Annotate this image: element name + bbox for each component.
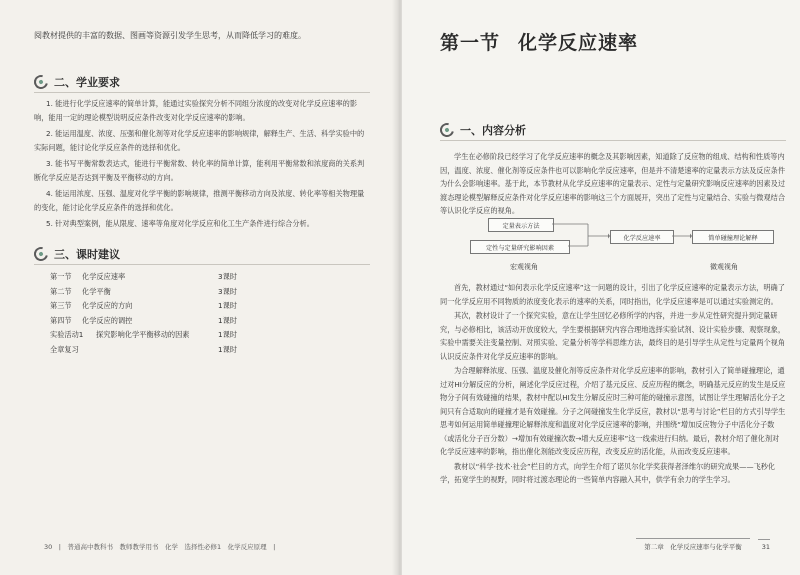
diagram-box-collision-theory: 简单碰撞理论解释 bbox=[692, 230, 774, 244]
right-page-footer bbox=[636, 538, 770, 551]
diagram-label-micro: 微观视角 bbox=[710, 263, 738, 271]
requirement-item: 1. 能进行化学反应速率的简单计算，能通过实验探究分析不同组分浓度的改变对化学反应速率的影响，能用一定的理论模型说明反应条件改变对化学反应速率的影响。 bbox=[34, 99, 358, 122]
schedule-hours: 1课时 bbox=[218, 344, 237, 354]
footer-chapter: 第二章 化学反应速率与化学平衡 bbox=[636, 538, 750, 551]
paragraph: 为合理解释浓度、压强、温度及催化剂等反应条件对化学反应速率的影响，教材引入了简单碰撞理论，通过对HI分解反应的分析，阐述化学反应过程，介绍了基元反应、反应历程的概念，明确基元反应的发生是反应物分子间有效碰撞的结果，教材中配以HI发生分解反应时三种可能的碰撞示意图，试图让学生理解活化分子之间只有合适取向的碰撞才是有效碰撞。分子之间碰撞发生化学反应，教材以“思考与讨论”栏目的方式引导学生思考如何运用简单碰撞理论解释浓度和温度对化学反应速率的影响，并围绕“增加反应物分子中活化分子数（或活化分子百分数）→增加有效碰撞次数→增大反应速率”这一线索进行归纳。最后，教材介绍了催化剂对化学反应速率的影响，指出催化剂能改变反应历程，改变反应的活化能，从而改变反应速率。 bbox=[440, 366, 786, 456]
requirement-item: 2. 能运用温度、浓度、压强和催化剂等对化学反应速率的影响规律，解释生产、生活、科学实验中的实际问题，能讨论化学反应条件的选择和优化。 bbox=[34, 129, 365, 152]
schedule-section: 第一节 bbox=[50, 272, 72, 282]
schedule-row bbox=[50, 314, 260, 329]
schedule-topic: 探究影响化学平衡移动的因素 bbox=[96, 330, 190, 340]
section-swirl-icon bbox=[31, 244, 50, 263]
schedule-table bbox=[50, 270, 260, 357]
schedule-topic: 化学反应的方向 bbox=[82, 301, 133, 311]
diagram-box-quantitative: 定量表示方法 bbox=[488, 218, 554, 232]
schedule-row bbox=[50, 343, 260, 358]
requirement-item: 5. 针对典型案例，能从限度、速率等角度对化学反应和化工生产条件进行综合分析。 bbox=[46, 219, 314, 228]
section-title: 三、课时建议 bbox=[54, 248, 120, 261]
schedule-section: 第二节 bbox=[50, 286, 72, 296]
right-page bbox=[402, 0, 800, 575]
intro-line: 阅教材提供的丰富的数据、图画等资源引发学生思考，从而降低学习的难度。 bbox=[34, 31, 306, 40]
schedule-row bbox=[50, 285, 260, 300]
schedule-row bbox=[50, 299, 260, 314]
schedule-section: 全章复习 bbox=[50, 344, 79, 354]
schedule-hours: 1课时 bbox=[218, 315, 237, 325]
requirement-item: 3. 能书写平衡常数表达式，能进行平衡常数、转化率的简单计算，能利用平衡常数和浓度商的关系判断化学反应是否达到平衡及平衡移动的方向。 bbox=[34, 159, 365, 182]
schedule-hours: 1课时 bbox=[218, 330, 237, 340]
schedule-section: 第三节 bbox=[50, 301, 72, 311]
left-page bbox=[0, 0, 398, 575]
section-rule bbox=[34, 92, 370, 93]
schedule-hours: 3课时 bbox=[218, 286, 237, 296]
schedule-hours: 1课时 bbox=[218, 301, 237, 311]
schedule-topic: 化学反应速率 bbox=[82, 272, 126, 282]
section-swirl-icon bbox=[31, 72, 50, 91]
section-rule bbox=[440, 140, 786, 141]
requirements-list bbox=[34, 97, 370, 233]
diagram-label-macro: 宏观视角 bbox=[510, 263, 538, 271]
section-swirl-icon bbox=[437, 120, 456, 139]
paragraph: 首先，教材通过“如何表示化学反应速率”这一问题的设计，引出了化学反应速率的定量表示方法，明确了同一化学反应用不同物质的浓度变化表示的速率的关系，同时指出，化学反应速率是可以通过实验测定的。 bbox=[440, 283, 785, 306]
content-diagram bbox=[470, 214, 770, 274]
section-title: 二、学业要求 bbox=[54, 76, 120, 89]
analysis-paragraph-1 bbox=[440, 150, 786, 219]
analysis-paragraphs bbox=[440, 281, 786, 488]
paragraph: 学生在必修阶段已经学习了化学反应速率的概念及其影响因素，知道除了反应物的组成、结构和性质等内因，温度、浓度、催化剂等反应条件也可以影响化学反应速率，但是并不清楚速率的定量表示方法及反应条件为什么会影响速率。基于此，本节教材从化学反应速率的定量表示、定性与定量研究影响反应速率的因素及过渡态理论模型解释反应条件对化学反应速率的影响这三个方面展开，突出了定性与定量结合、实验与微观结合等认识化学反应的视角。 bbox=[440, 152, 786, 215]
footer-page-number: 31 bbox=[758, 539, 770, 551]
paragraph: 其次，教材设计了一个探究实验，意在让学生回忆必修所学的内容，并进一步从定性研究提升到定量研究，与必修相比，该活动开放度较大，学生要根据研究内容合理地选择实验试剂、设计实验步骤、观察现象，实验中需要关注变量控制、对照实验、定量分析等学科思维方法，最终目的是引导学生从定性与定量两个视角认识反应条件对化学反应速率的影响。 bbox=[440, 311, 786, 361]
schedule-section: 第四节 bbox=[50, 315, 72, 325]
section-heading-schedule bbox=[34, 246, 120, 262]
section-heading-requirements bbox=[34, 74, 120, 90]
section-rule bbox=[34, 264, 370, 265]
schedule-row bbox=[50, 328, 260, 343]
chapter-name: 化学反应速率 bbox=[518, 32, 639, 54]
schedule-topic: 化学反应的调控 bbox=[82, 315, 133, 325]
requirement-item: 4. 能运用浓度、压强、温度对化学平衡的影响规律，推测平衡移动方向及浓度、转化率等相关物理量的变化，能讨论化学反应条件的选择和优化。 bbox=[34, 189, 365, 212]
paragraph: 教材以“科学·技术·社会”栏目的方式，向学生介绍了诺贝尔化学奖获得者泽维尔的研究成果——飞秒化学，拓宽学生的视野，同时将过渡态理论的一些简单内容融入其中，供学有余力的学生学习。 bbox=[440, 461, 776, 484]
section-heading-analysis bbox=[440, 122, 526, 138]
schedule-row bbox=[50, 270, 260, 285]
schedule-hours: 3课时 bbox=[218, 272, 237, 282]
schedule-section: 实验活动1 bbox=[50, 330, 84, 340]
schedule-topic: 化学平衡 bbox=[82, 286, 111, 296]
diagram-box-reaction-rate: 化学反应速率 bbox=[610, 230, 674, 244]
left-page-footer: 30 | 普通高中教科书 教师教学用书 化学 选择性必修1 化学反应原理 | bbox=[44, 543, 276, 551]
diagram-box-influence-factors: 定性与定量研究影响因素 bbox=[470, 240, 570, 254]
chapter-title bbox=[440, 28, 638, 55]
section-title: 一、内容分析 bbox=[460, 124, 526, 137]
chapter-label: 第一节 bbox=[440, 32, 501, 54]
